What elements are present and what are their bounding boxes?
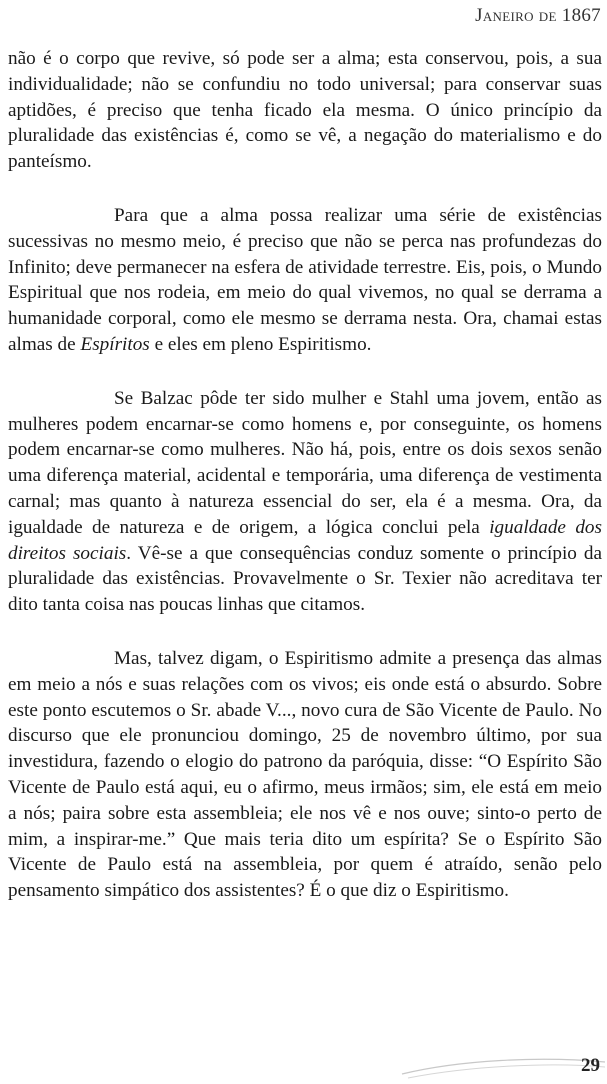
page-body — [8, 46, 602, 932]
italic-text: igualdade dos direitos sociais — [8, 516, 602, 564]
text-segment: Se Balzac pôde ter sido mulher e Stahl uma jovem, então as mulheres podem encarnar-se como homens e, por conseguinte, os homens podem encarnar-se como mulheres. Não há, pois, entre os dois sexos senão uma diferença material, acidental e temporária, uma diferença de vestimenta carnal; mas quanto à natureza essencial do ser, ela é a mesma. Ora, da igualdade de natureza e de origem, a lógica conclui pela — [8, 387, 602, 538]
text-segment: não é o corpo que revive, só pode ser a alma; esta conservou, pois, a sua individualidade; não se confundiu no todo universal; para conservar suas aptidões, é preciso que tenha ficado ela mesma. O único princípio da pluralidade das existências é, como se vê, a negação do materialismo e do panteísmo. — [8, 48, 602, 173]
italic-text: Espíritos — [80, 333, 150, 355]
paragraph — [8, 203, 602, 358]
page-number: 29 — [581, 1055, 600, 1076]
text-segment: e eles em pleno Espiritismo. — [149, 333, 372, 355]
paragraph — [8, 646, 602, 904]
running-header: Janeiro de 1867 — [475, 5, 601, 26]
paragraph — [8, 46, 602, 175]
footer-ornament — [400, 1050, 607, 1084]
paragraph — [8, 386, 602, 618]
text-segment: Mas, talvez digam, o Espiritismo admite a presença das almas em meio a nós e suas relações com os vivos; eis onde está o absurdo. Sobre este ponto escutemos o Sr. abade V..., novo cura de São Vicente de Paulo. No discurso que ele pronunciou domingo, 25 de novembro último, por sua investidura, fazendo o elogio do patrono da paróquia, disse: “O Espírito São Vicente de Paulo está aqui, eu o afirmo, meus irmãos; sim, ele está em meio a nós; paira sobre esta assembleia; ele nos vê e nos ouve; sinto-o perto de mim, a inspirar-me.” Que mais teria dito um espírita? Se o Espírito São Vicente de Paulo está na assembleia, por quem é atraído, senão pelo pensamento simpático dos assistentes? É o que diz o Espiritismo. — [8, 647, 602, 902]
text-segment: Para que a alma possa realizar uma série de existências sucessivas no mesmo meio, é preciso que não se perca nas profundezas do Infinito; deve permanecer na esfera de atividade terrestre. Eis, pois, o Mundo Espiritual que nos rodeia, em meio do qual vivemos, no qual se derrama a humanidade corporal, como ele mesmo se derrama nesta. Ora, chamai estas almas de — [8, 204, 602, 355]
text-segment: . Vê-se a que consequências conduz somente o princípio da pluralidade das existências. Provavelmente o Sr. Texier não acreditava ter dito tanta coisa nas poucas linhas que citamos. — [8, 542, 603, 616]
